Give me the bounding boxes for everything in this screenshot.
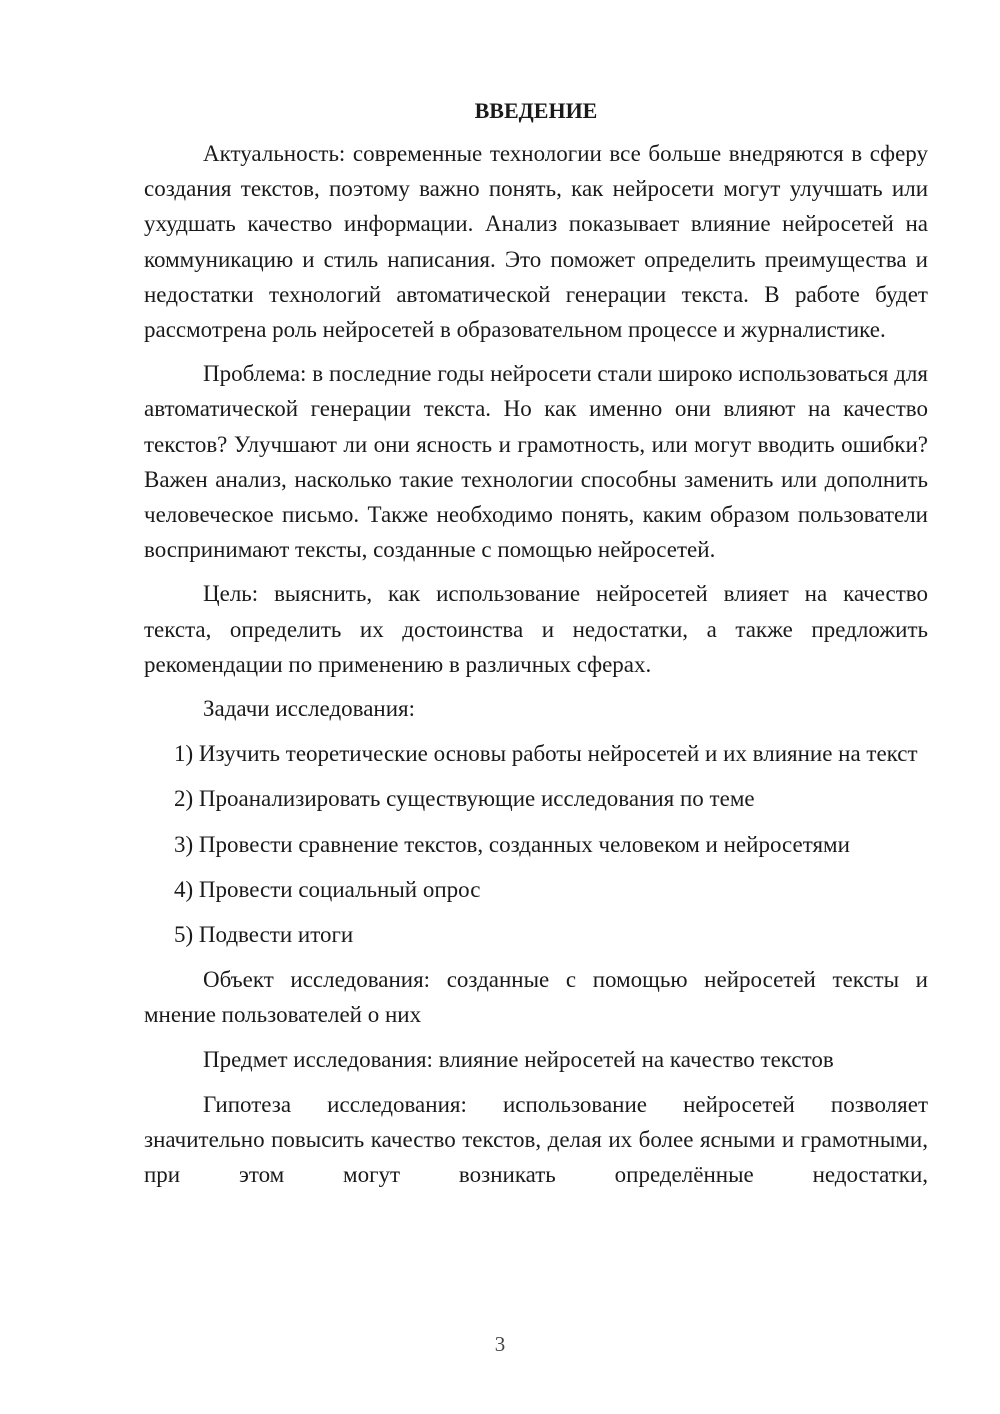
task-item-1: 1) Изучить теоретические основы работы нейросетей и их влияние на текст [174, 741, 918, 767]
goal-paragraph: Цель: выяснить, как использование нейросетей влияет на качество текста, определить их достоинства и недостатки, а также предложить рекомендации по применению в различных сферах. [144, 581, 928, 677]
page-number: 3 [494, 1332, 506, 1356]
subject-paragraph: Предмет исследования: влияние нейросетей на качество текстов [203, 1046, 834, 1072]
document-page [144, 92, 928, 1201]
task-item-2: 2) Проанализировать существующие исследования по теме [174, 786, 755, 812]
hypothesis-paragraph: Гипотеза исследования: использование нейросетей позволяет значительно повысить качество текстов, делая их более ясными и грамотными, при этом могут возникать определённые недостатки, [144, 1091, 928, 1188]
tasks-heading: Задачи исследования: [203, 696, 416, 722]
section-title: ВВЕДЕНИЕ [474, 98, 598, 123]
task-item-3: 3) Провести сравнение текстов, созданных человеком и нейросетями [174, 831, 850, 857]
object-paragraph: Объект исследования: созданные с помощью нейросетей тексты и мнение пользователей о них [144, 967, 928, 1028]
task-item-5: 5) Подвести итоги [174, 922, 354, 948]
relevance-paragraph: Актуальность: современные технологии все больше внедряются в сферу создания текстов, поэтому важно понять, как нейросети могут улучшать или ухудшать качество информации. Анализ показывает влияние нейросетей на коммуникацию и стиль написания. Это поможет определить преимущества и недостатки технологий автоматической генерации текста. В работе будет рассмотрена роль нейросетей в образовательном процессе и журналистике. [144, 141, 928, 343]
task-item-4: 4) Провести социальный опрос [174, 876, 481, 902]
problem-paragraph: Проблема: в последние годы нейросети стали широко использоваться для автоматической генерации текста. Но как именно они влияют на качество текстов? Улучшают ли они ясность и грамотность, или могут вводить ошибки? Важен анализ, насколько такие технологии способны заменить или дополнить человеческое письмо. Также необходимо понять, каким образом пользователи воспринимают тексты, созданные с помощью нейросетей. [144, 361, 928, 563]
